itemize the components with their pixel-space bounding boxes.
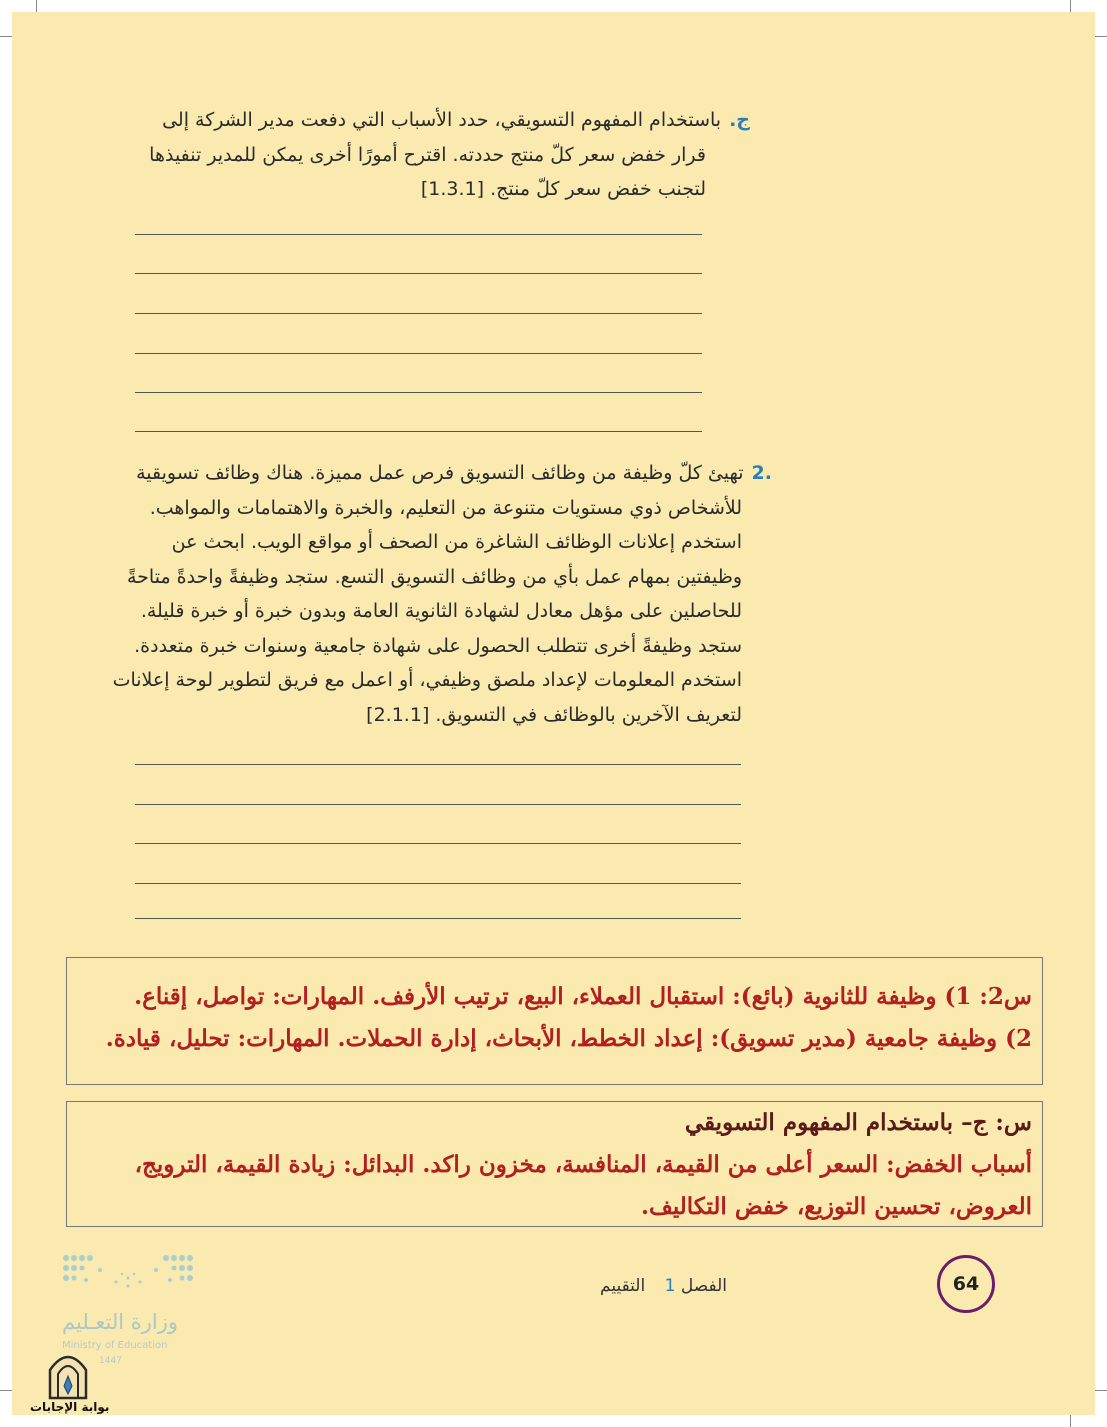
question-c-line-2: قرار خفض سعر كلّ منتج حددته. اقترح أمورًا أخرى يمكن للمدير تنفيذها (149, 143, 706, 166)
answer-q2-line-1: س2: 1) وظيفة للثانوية (بائع): استقبال العملاء، البيع، ترتيب الأرفف. المهارات: تواصل، إقناع. (134, 983, 1032, 1010)
question-2-line-1: .2تهيئ كلّ وظيفة من وظائف التسويق فرص عمل مميزة. هناك وظائف تسويقية (136, 462, 772, 484)
answer-line (135, 764, 741, 765)
question-2-line-3: استخدم إعلانات الوظائف الشاغرة من الصحف أو مواقع الويب. ابحث عن (171, 531, 742, 553)
question-2-line-8: لتعريف الآخرين بالوظائف في التسويق. [2.1.1] (366, 703, 742, 726)
question-c-line-1: ج.باستخدام المفهوم التسويقي، حدد الأسباب التي دفعت مدير الشركة إلى (162, 109, 750, 131)
answer-line (135, 313, 702, 314)
chapter-number: 1 (664, 1276, 676, 1296)
answer-line (135, 392, 702, 393)
answer-line (135, 431, 702, 432)
page-number: 64 (937, 1255, 995, 1313)
watermark-text: بوابة الإجابات (30, 1400, 110, 1414)
answer-line (135, 234, 702, 235)
ministry-year: 1447 (99, 1356, 122, 1366)
question-2-line-6: ستجد وظيفةً أخرى تتطلب الحصول على شهادة جامعية وسنوات خبرة متعددة. (134, 634, 742, 657)
gate-icon (46, 1348, 90, 1400)
ministry-name-en: Ministry of Education (62, 1340, 168, 1351)
answer-q2-line-2: 2) وظيفة جامعية (مدير تسويق): إعداد الخطط، الأبحاث، إدارة الحملات. المهارات: تحليل، قيادة. (105, 1025, 1032, 1052)
answer-line (135, 804, 741, 805)
answer-qc-line-2: أسباب الخفض: السعر أعلى من القيمة، المنافسة، مخزون راكد. البدائل: زيادة القيمة، الترويج، (134, 1151, 1032, 1178)
answer-line (135, 883, 741, 884)
answer-line (135, 353, 702, 354)
ministry-dots-logo (56, 1250, 201, 1300)
question-c (130, 103, 750, 207)
answer-box-qc (66, 1101, 1043, 1227)
answer-qc-line-3: العروض، تحسين التوزيع، خفض التكاليف. (641, 1193, 1032, 1220)
section-name: التقييم (600, 1276, 646, 1296)
question-c-label: ج. (729, 109, 750, 131)
footer-chapter (600, 1276, 727, 1296)
answer-qc-line-1: س: ج– باستخدام المفهوم التسويقي (684, 1109, 1032, 1136)
question-2-label: .2 (751, 462, 772, 484)
question-2-line-2: للأشخاص ذوي مستويات متنوعة من التعليم، والخبرة والاهتمامات والمواهب. (149, 496, 742, 519)
answer-line (135, 918, 741, 919)
question-c-line-3: لتجنب خفض سعر كلّ منتج. [1.3.1] (420, 178, 706, 200)
answer-line (135, 843, 741, 844)
question-2-line-4: وظيفتين بمهام عمل بأي من وظائف التسويق التسع. ستجد وظيفةً واحدةً متاحةً (126, 565, 742, 588)
ministry-name-ar: وزارة التعـليم (62, 1310, 179, 1334)
answer-box-q2 (66, 957, 1043, 1085)
answer-line (135, 273, 702, 274)
question-2 (112, 456, 772, 732)
question-2-line-7: استخدم المعلومات لإعداد ملصق وظيفي، أو اعمل مع فريق لتطوير لوحة إعلانات (112, 669, 742, 691)
chapter-label: الفصل (680, 1276, 727, 1296)
question-2-line-5: للحاصلين على مؤهل معادل لشهادة الثانوية العامة وبدون خبرة أو خبرة قليلة. (140, 600, 742, 622)
